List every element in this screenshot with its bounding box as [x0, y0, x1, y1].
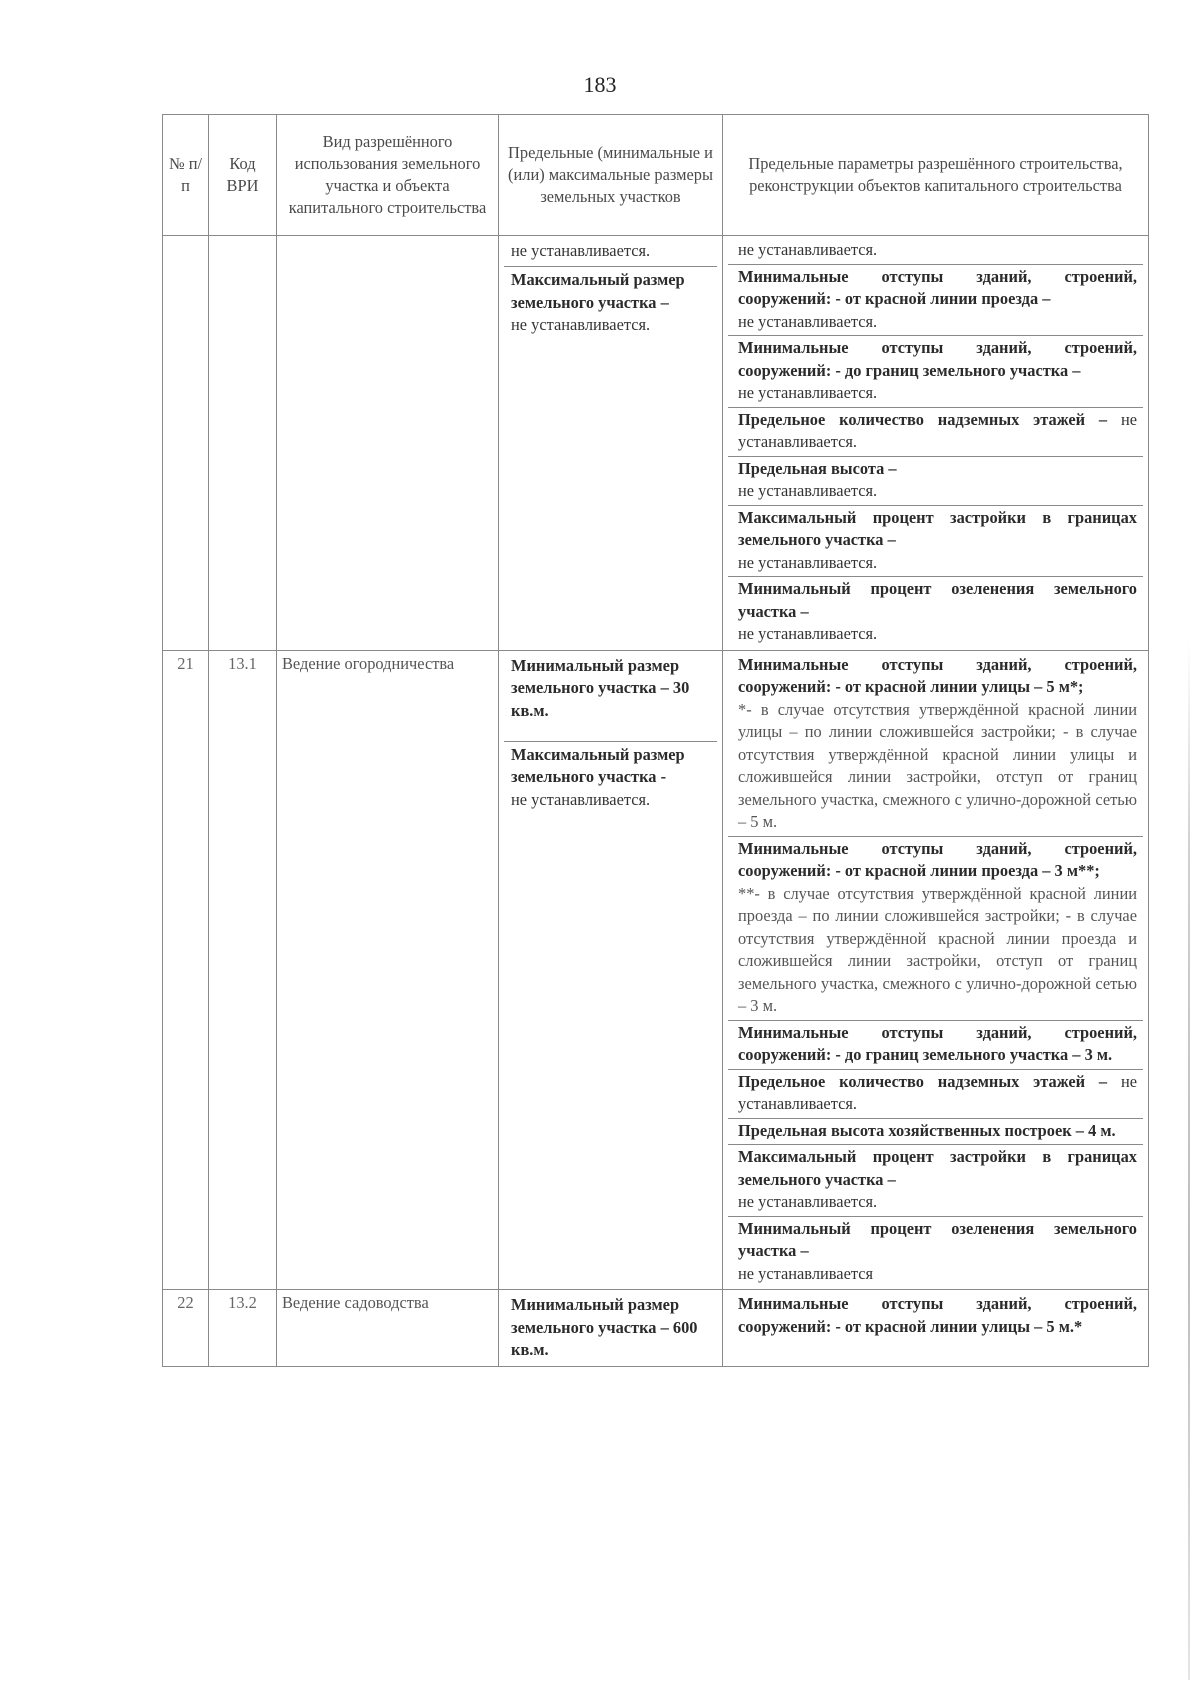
param-item: Предельная высота – не устанавливается. — [728, 456, 1143, 505]
param-item: Максимальный процент застройки в границах земельного участка – не устанавливается. — [728, 1144, 1143, 1216]
size-min: Минимальный размер земельного участка – 30 кв.м. — [511, 655, 690, 720]
cell-plot-size — [499, 1290, 723, 1367]
size-max-value: не устанавливается. — [511, 789, 651, 809]
scan-edge-shadow — [1188, 640, 1190, 1680]
cell-build-params — [723, 1290, 1149, 1367]
cell-plot-size — [499, 236, 723, 651]
size-max — [504, 266, 717, 339]
cell-build-params — [723, 650, 1149, 1290]
param-item: Минимальные отступы зданий, строений, сооружений: - от красной линии проезда – 3 м**; **- в случае отсутствия утверждённой красной линии проезда – по линии сложившейся застройки; - в случае отсутствия утверждённой красной линии проезда и сложившейся линии застройки, отступ от границ земельного участка, смежного с улично-дорожной сетью – 3 м. — [728, 836, 1143, 1020]
page-number: 183 — [583, 72, 617, 97]
cell-use: Ведение огородничества — [277, 650, 499, 1290]
size-max — [504, 741, 717, 814]
cell-plot-size — [499, 650, 723, 1290]
header-code: Код ВРИ — [209, 115, 277, 236]
header-num: № п/п — [163, 115, 209, 236]
land-use-regulations-table — [162, 114, 1149, 1367]
param-item: Минимальные отступы зданий, строений, сооружений: - до границ земельного участка – 3 м. — [728, 1020, 1143, 1069]
header-plot-size: Предельные (минимальные и (или) максимальные размеры земельных участков — [499, 115, 723, 236]
cell-build-params — [723, 236, 1149, 651]
table-row-22 — [163, 1290, 1149, 1367]
cell-use — [277, 236, 499, 651]
param-item: Предельное количество надземных этажей – не устанавливается. — [728, 407, 1143, 456]
table-header-row — [163, 115, 1149, 236]
cell-use: Ведение садоводства — [277, 1290, 499, 1367]
param-item: Минимальные отступы зданий, строений, сооружений: - до границ земельного участка – не устанавливается. — [728, 335, 1143, 407]
param-item: Предельная высота хозяйственных построек – 4 м. — [728, 1118, 1143, 1145]
header-build-params: Предельные параметры разрешённого строительства, реконструкции объектов капитального строительства — [723, 115, 1149, 236]
param-item: Минимальные отступы зданий, строений, сооружений: - от красной линии улицы – 5 м*; *- в случае отсутствия утверждённой красной линии улицы – по линии сложившейся застройки; - в случае отсутствия утверждённой красной линии улицы и сложившейся линии застройки, отступ от границ земельного участка, смежного с улично-дорожной сетью – 5 м. — [738, 654, 1137, 831]
size-max-value: не устанавливается. — [511, 315, 651, 334]
param-item: не устанавливается. — [738, 240, 878, 259]
size-max-label: Максимальный размер земельного участка - — [511, 744, 685, 786]
param-item: Минимальный процент озеленения земельного участка – не устанавливается — [728, 1216, 1143, 1288]
cell-code: 13.1 — [209, 650, 277, 1290]
cell-num — [163, 236, 209, 651]
header-use-type: Вид разрешённого использования земельного участка и объекта капитального строительства — [277, 115, 499, 236]
param-item: Минимальный процент озеленения земельного участка – не устанавливается. — [728, 576, 1143, 648]
cell-code: 13.2 — [209, 1290, 277, 1367]
table-row-continuation — [163, 236, 1149, 651]
cell-num: 21 — [163, 650, 209, 1290]
size-min: Минимальный размер земельного участка – 600 кв.м. — [511, 1295, 698, 1359]
size-max-label: Максимальный размер земельного участка – — [511, 270, 685, 312]
table-row-21 — [163, 650, 1149, 1290]
param-item: Максимальный процент застройки в границах земельного участка – не устанавливается. — [728, 505, 1143, 577]
cell-num: 22 — [163, 1290, 209, 1367]
size-value: не устанавливается. — [511, 241, 651, 260]
param-item: Предельное количество надземных этажей – не устанавливается. — [728, 1069, 1143, 1118]
cell-code — [209, 236, 277, 651]
param-item: Минимальные отступы зданий, строений, сооружений: - от красной линии улицы – 5 м.* — [738, 1294, 1137, 1336]
param-item: Минимальные отступы зданий, строений, сооружений: - от красной линии проезда – не устанавливается. — [728, 264, 1143, 336]
